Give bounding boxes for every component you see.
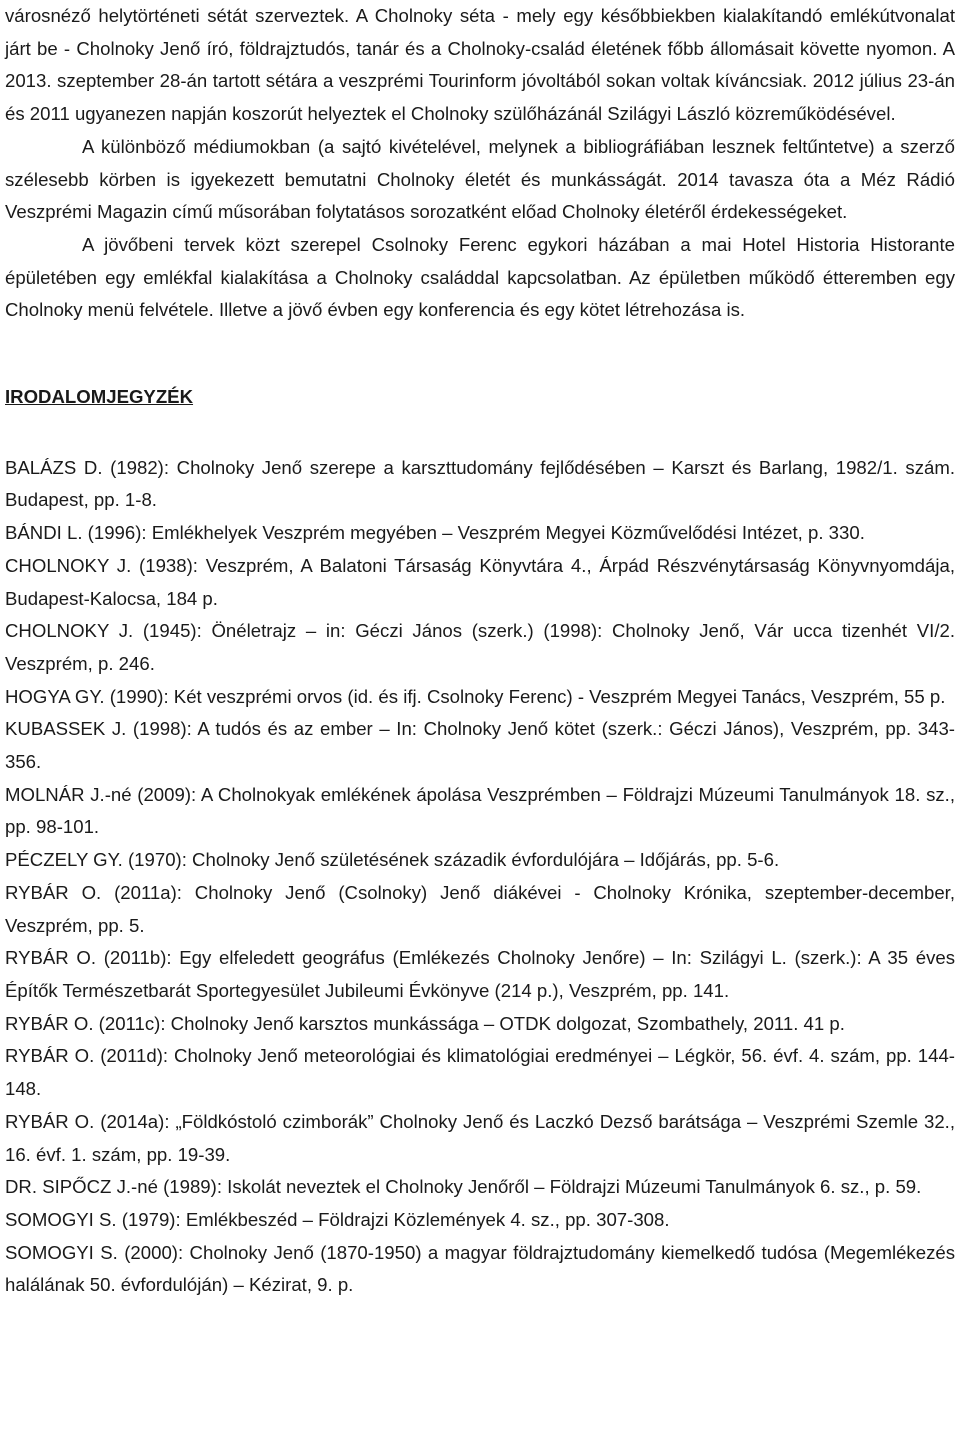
bibliography-entry: BÁNDI L. (1996): Emlékhelyek Veszprém megyében – Veszprém Megyei Közművelődési Intézet, p. 330. [5, 522, 865, 544]
body-paragraph-3: A jövőbeni tervek közt szerepel Csolnoky Ferenc egykori házában a mai Hotel Historia Historante épületében egy emlékfal kialakítása a Cholnoky családdal kapcsolatban. Az épületben működő étteremben egy Cholnoky menü felvétele. Illetve a jövő évben egy konferencia és egy kötet létrehozása is. [5, 233, 955, 321]
bibliography-entry: HOGYA GY. (1990): Két veszprémi orvos (id. és ifj. Csolnoky Ferenc) - Veszprém Megyei Tanács, Veszprém, 55 p. [5, 685, 946, 707]
document-page [5, 0, 955, 1302]
bibliography-list [5, 452, 955, 1302]
body-paragraph-1: városnéző helytörténeti sétát szerveztek. A Cholnoky séta - mely egy későbbiekben kialakítandó emlékútvonalat járt be - Cholnoky Jenő író, földrajztudós, tanár és a Cholnoky-család életének főbb állomásait követte nyomon. A 2013. szeptember 28-án tartott sétára a veszprémi Tourinform jóvoltából sokan voltak kíváncsiak. 2012 július 23-án és 2011 ugyanezen napján koszorút helyeztek el Cholnoky szülőházánál Szilágyi László közreműködésével. [5, 5, 955, 125]
bibliography-entry: RYBÁR O. (2011d): Cholnoky Jenő meteorológiai és klimatológiai eredményei – Légkör, 56. évf. 4. szám, pp. 144-148. [5, 1045, 955, 1100]
bibliography-entry: RYBÁR O. (2011b): Egy elfeledett geográfus (Emlékezés Cholnoky Jenőre) – In: Szilágyi L. (szerk.): A 35 éves Építők Természetbarát Sportegyesület Jubileumi Évkönyve (214 p.), Veszprém, pp. 141. [5, 947, 955, 1001]
body-paragraph-2: A különböző médiumokban (a sajtó kivételével, melynek a bibliográfiában lesznek feltűntetve) a szerző szélesebb körben is igyekezett bemutatni Cholnoky életét és munkásságát. 2014 tavasza óta a Méz Rádió Veszprémi Magazin című műsorában folytatásos sorozatként előad Cholnoky életéről érdekességeket. [5, 135, 955, 223]
bibliography-entry: SOMOGYI S. (2000): Cholnoky Jenő (1870-1950) a magyar földrajztudomány kiemelkedő tudósa (Megemlékezés halálának 50. évfordulóján) – Kézirat, 9. p. [5, 1241, 955, 1296]
bibliography-entry: PÉCZELY GY. (1970): Cholnoky Jenő születésének századik évfordulójára – Időjárás, pp. 5-6. [5, 849, 780, 871]
bibliography-entry: BALÁZS D. (1982): Cholnoky Jenő szerepe a karszttudomány fejlődésében – Karszt és Barlang, 1982/1. szám. Budapest, pp. 1-8. [5, 456, 955, 511]
bibliography-heading: IRODALOMJEGYZÉK [5, 386, 194, 408]
bibliography-entry: SOMOGYI S. (1979): Emlékbeszéd – Földrajzi Közlemények 4. sz., pp. 307-308. [5, 1208, 670, 1230]
bibliography-entry: CHOLNOKY J. (1938): Veszprém, A Balatoni Társaság Könyvtára 4., Árpád Részvénytársaság Könyvnyomdája, Budapest-Kalocsa, 184 p. [5, 554, 955, 609]
bibliography-entry: RYBÁR O. (2014a): „Földkóstoló czimborák” Cholnoky Jenő és Laczkó Dezső barátsága – Veszprémi Szemle 32., 16. évf. 1. szám, pp. 19-39. [5, 1110, 955, 1165]
bibliography-entry: RYBÁR O. (2011a): Cholnoky Jenő (Csolnoky) Jenő diákévei - Cholnoky Krónika, szeptember-december, Veszprém, pp. 5. [5, 881, 955, 936]
bibliography-entry: KUBASSEK J. (1998): A tudós és az ember – In: Cholnoky Jenő kötet (szerk.: Géczi János), Veszprém, pp. 343-356. [5, 718, 955, 773]
bibliography-entry: DR. SIPŐCZ J.-né (1989): Iskolát neveztek el Cholnoky Jenőről – Földrajzi Múzeumi Tanulmányok 6. sz., p. 59. [5, 1176, 922, 1198]
bibliography-entry: RYBÁR O. (2011c): Cholnoky Jenő karsztos munkássága – OTDK dolgozat, Szombathely, 2011. 41 p. [5, 1012, 845, 1034]
bibliography-entry: MOLNÁR J.-né (2009): A Cholnokyak emlékének ápolása Veszprémben – Földrajzi Múzeumi Tanulmányok 18. sz., pp. 98-101. [5, 783, 955, 838]
bibliography-entry: CHOLNOKY J. (1945): Önéletrajz – in: Géczi János (szerk.) (1998): Cholnoky Jenő, Vár ucca tizenhét VI/2. Veszprém, p. 246. [5, 620, 955, 674]
